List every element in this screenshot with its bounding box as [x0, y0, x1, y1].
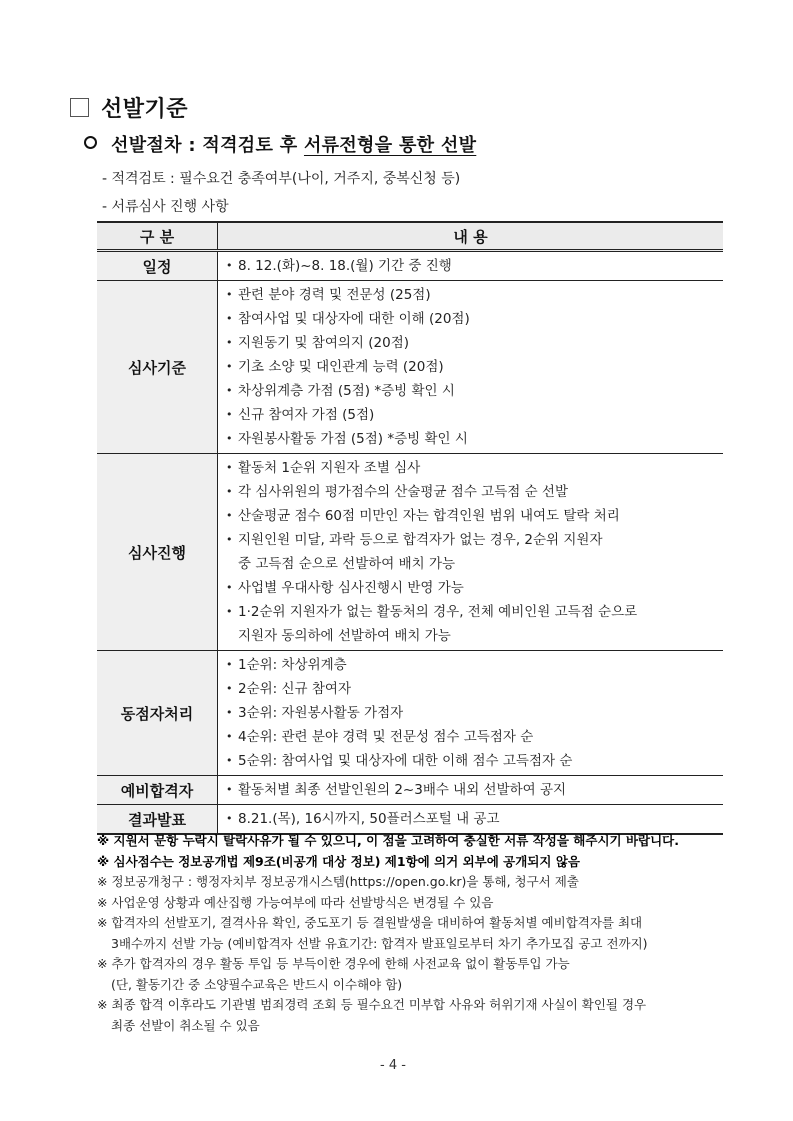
row-content [218, 281, 724, 454]
row-content [218, 251, 724, 281]
list-item: • 3순위: 자원봉사활동 가점자 [226, 701, 723, 725]
list-item: • 관련 분야 경력 및 전문성 (25점) [226, 283, 723, 307]
header-content: 내 용 [218, 222, 724, 251]
table-row [97, 651, 723, 776]
list-item: • 1순위: 차상위계층 [226, 653, 723, 677]
list-item: • 4순위: 관련 분야 경력 및 전문성 점수 고득점자 순 [226, 725, 723, 749]
list-item: • 참여사업 및 대상자에 대한 이해 (20점) [226, 307, 723, 331]
row-label: 일정 [97, 251, 218, 281]
section-title [70, 92, 188, 123]
note-item: ※ 정보공개청구 : 행정자치부 정보공개시스템(https://open.go.kr)을 통해, 청구서 제출 [97, 874, 579, 889]
section-title-text: 선발기준 [101, 97, 189, 122]
note-item: ※ 심사점수는 정보공개법 제9조(비공개 대상 정보) 제1항에 의거 외부에 공개되지 않음 [97, 853, 580, 869]
list-item: • 활동처별 최종 선발인원의 2~3배수 내외 선발하여 공지 [226, 778, 723, 802]
table-row [97, 805, 723, 835]
criteria-table [97, 221, 723, 835]
list-item: • 각 심사위원의 평가점수의 산술평균 점수 고득점 순 선발 [226, 480, 723, 504]
table-row [97, 776, 723, 805]
list-item: • 자원봉사활동 가점 (5점) *증빙 확인 시 [226, 427, 723, 451]
note-item: ※ 최종 합격 이후라도 기관별 범죄경력 조회 등 필수요건 미부합 사유와 허위기재 사실이 확인될 경우 [97, 997, 647, 1012]
note-item: ※ 합격자의 선발포기, 결격사유 확인, 중도포기 등 결원발생을 대비하여 활동처별 예비합격자를 최대 [97, 915, 643, 930]
row-label: 심사기준 [97, 281, 218, 454]
row-content [218, 651, 724, 776]
list-item: • 8. 12.(화)~8. 18.(월) 기간 중 진행 [226, 254, 723, 278]
circle-bullet-icon [84, 136, 97, 149]
row-content [218, 805, 724, 835]
table-row [97, 281, 723, 454]
list-item: • 활동처 1순위 지원자 조별 심사 [226, 456, 723, 480]
table-row [97, 454, 723, 651]
row-label: 결과발표 [97, 805, 218, 835]
row-label: 심사진행 [97, 454, 218, 651]
list-item: • 기초 소양 및 대인관계 능력 (20점) [226, 355, 723, 379]
list-item: • 차상위계층 가점 (5점) *증빙 확인 시 [226, 379, 723, 403]
note-item: (단, 활동기간 중 소양필수교육은 반드시 이수해야 함) [111, 976, 403, 992]
header-category: 구 분 [97, 222, 218, 251]
list-item: • 지원동기 및 참여의지 (20점) [226, 331, 723, 355]
procedure-heading [84, 131, 476, 157]
table-header-row [97, 222, 723, 251]
list-item: • 8.21.(목), 16시까지, 50플러스포털 내 공고 [226, 807, 723, 831]
list-item: • 2순위: 신규 참여자 [226, 677, 723, 701]
row-content [218, 776, 724, 805]
row-label: 동점자처리 [97, 651, 218, 776]
list-item: • 지원인원 미달, 과락 등으로 합격자가 없는 경우, 2순위 지원자 중 고득점 순으로 선발하여 배치 가능 [226, 528, 723, 576]
row-label: 예비합격자 [97, 776, 218, 805]
note-item: ※ 추가 합격자의 경우 활동 투입 등 부득이한 경우에 한해 사전교육 없이 활동투입 가능 [97, 956, 570, 971]
sub-item-review: - 서류심사 진행 사항 [102, 199, 229, 215]
note-item: 최종 선발이 취소될 수 있음 [111, 1017, 260, 1033]
page-number: - 4 - [380, 1058, 406, 1073]
square-bullet-icon [70, 98, 89, 117]
table-row [97, 251, 723, 281]
sub-item-eligibility: - 적격검토 : 필수요건 충족여부(나이, 거주지, 중복신청 등) [102, 171, 461, 187]
row-content [218, 454, 724, 651]
note-item: 3배수까지 선발 가능 (예비합격자 선발 유효기간: 합격자 발표일로부터 차기 추가모집 공고 전까지) [111, 935, 648, 951]
list-item: • 1·2순위 지원자가 없는 활동처의 경우, 전체 예비인원 고득점 순으로 지원자 동의하에 선발하여 배치 가능 [226, 600, 723, 648]
list-item: • 사업별 우대사항 심사진행시 반영 가능 [226, 576, 723, 600]
list-item: • 5순위: 참여사업 및 대상자에 대한 이해 점수 고득점자 순 [226, 749, 723, 773]
procedure-prefix: 선발절차 : 적격검토 후 [111, 135, 304, 156]
procedure-underlined: 서류전형을 통한 선발 [303, 135, 477, 156]
table-body [97, 251, 723, 835]
note-item: ※ 지원서 문항 누락시 탈락사유가 될 수 있으니, 이 점을 고려하여 충실한 서류 작성을 해주시기 바랍니다. [97, 833, 680, 848]
list-item: • 신규 참여자 가점 (5점) [226, 403, 723, 427]
notes-list [97, 831, 679, 1036]
note-item: ※ 사업운영 상황과 예산집행 가능여부에 따라 선발방식은 변경될 수 있음 [97, 894, 494, 910]
list-item: • 산술평균 점수 60점 미만인 자는 합격인원 범위 내여도 탈락 처리 [226, 504, 723, 528]
